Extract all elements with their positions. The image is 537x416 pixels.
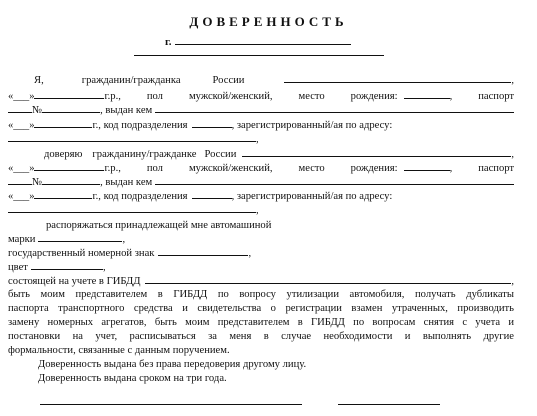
powers-line-1: быть моим представителем в ГИБДД по вопросу утилизации автомобиля, получать дубликаты	[8, 289, 514, 300]
text: место	[298, 91, 325, 102]
text: ,	[511, 75, 514, 86]
text: ,	[511, 149, 514, 160]
principal-line-4	[8, 118, 514, 133]
text: пол	[146, 163, 163, 174]
text: гражданин/гражданка	[81, 75, 181, 86]
text: , зарегистрированный/ая по адресу:	[231, 191, 393, 202]
signature-name-blank[interactable]	[40, 404, 302, 405]
no-transfer-clause: Доверенность выдана без права передоверия другому лицу.	[38, 359, 307, 370]
passport-series-blank[interactable]	[8, 175, 32, 185]
text: Я,	[34, 75, 44, 86]
principal-line-5	[8, 132, 514, 147]
birthplace-blank[interactable]	[404, 161, 450, 171]
term-clause: Доверенность выдана сроком на три года.	[38, 373, 227, 384]
text: , выдан кем	[100, 177, 153, 188]
car-intro: распоряжаться принадлежащей мне автомашиной	[46, 220, 272, 231]
powers-line-2: паспорта транспортного средства и свидетельства о регистрации взамен утраченных, производить	[8, 303, 514, 314]
powers-line-3: замену номерных агрегатов, быть моим представителем в ГИБДД по вопросам снятия с учета и	[8, 317, 514, 328]
text: ,	[248, 248, 252, 259]
birth-year-blank[interactable]	[34, 161, 104, 171]
text: г.р.,	[104, 163, 121, 174]
city-line	[165, 34, 351, 48]
text: государственный номерной знак	[8, 248, 155, 259]
dept-code-blank[interactable]	[192, 189, 232, 199]
text: место	[298, 163, 325, 174]
powers-line-5: формальности, связанные с данным поручением.	[8, 345, 230, 356]
principal-line-1	[8, 73, 514, 88]
text: ,	[256, 134, 259, 145]
text: г., код подразделения	[92, 120, 188, 131]
address-blank[interactable]	[8, 132, 256, 142]
attorney-line-5	[8, 203, 514, 218]
attorney-line-1	[8, 147, 514, 162]
issue-date-blank[interactable]	[34, 118, 92, 128]
document-title: ДОВЕРЕННОСТЬ	[189, 14, 348, 29]
city-blank[interactable]	[175, 34, 351, 45]
car-registered-line	[8, 274, 514, 289]
powers-line-4: постановки на учет, расписываться за меня в случае необходимости и выполнять другие	[8, 331, 514, 342]
text: гражданину/гражданке	[92, 149, 197, 160]
text: рождения:	[350, 91, 398, 102]
text: , выдан кем	[100, 105, 153, 116]
car-plate-line	[8, 246, 514, 261]
birthplace-blank[interactable]	[404, 89, 450, 99]
passport-number-blank[interactable]	[42, 175, 100, 185]
text: паспорт	[478, 91, 515, 102]
gibdd-office-blank[interactable]	[145, 274, 511, 284]
address-blank[interactable]	[8, 203, 256, 213]
text: России	[204, 149, 237, 160]
principal-line-3	[8, 103, 514, 118]
text: ,	[102, 262, 106, 273]
attorney-name-blank[interactable]	[242, 147, 511, 157]
text: №	[32, 177, 43, 188]
passport-series-blank[interactable]	[8, 103, 32, 113]
text: г., код подразделения	[92, 191, 188, 202]
text: России	[212, 75, 245, 86]
text: ,	[122, 234, 126, 245]
birth-year-blank[interactable]	[34, 89, 104, 99]
car-brand-blank[interactable]	[38, 232, 122, 242]
attorney-line-4	[8, 189, 514, 204]
text: «___»	[8, 120, 35, 131]
city-prefix: г.	[165, 36, 172, 48]
text: цвет	[8, 262, 28, 273]
car-color-line	[8, 260, 514, 275]
text: г.р.,	[104, 91, 121, 102]
text: рождения:	[350, 163, 398, 174]
passport-number-blank[interactable]	[42, 103, 100, 113]
dept-code-blank[interactable]	[192, 118, 232, 128]
text: №	[32, 105, 43, 116]
car-plate-blank[interactable]	[158, 246, 248, 256]
principal-line-2	[8, 89, 514, 104]
text: ,	[449, 91, 453, 102]
date-blank[interactable]	[134, 55, 384, 56]
text: пол	[146, 91, 163, 102]
text: ,	[449, 163, 453, 174]
text: доверяю	[44, 149, 83, 160]
passport-issuer-blank[interactable]	[155, 103, 514, 113]
attorney-line-2	[8, 161, 514, 176]
car-color-blank[interactable]	[31, 260, 103, 270]
text: марки	[8, 234, 36, 245]
text: паспорт	[478, 163, 515, 174]
signature-blank[interactable]	[338, 404, 440, 405]
text: мужской/женский,	[188, 163, 273, 174]
citizen-name-blank[interactable]	[284, 73, 511, 83]
text: ,	[511, 276, 514, 287]
passport-issuer-blank[interactable]	[155, 175, 514, 185]
text: ,	[256, 205, 259, 216]
text: «___»	[8, 191, 35, 202]
text: «___»	[8, 91, 35, 102]
text: состоящей на учете в ГИБДД	[8, 276, 141, 287]
text: мужской/женский,	[188, 91, 273, 102]
text: , зарегистрированный/ая по адресу:	[231, 120, 393, 131]
car-brand-line	[8, 232, 514, 247]
issue-date-blank[interactable]	[34, 189, 92, 199]
text: «___»	[8, 163, 35, 174]
attorney-line-3	[8, 175, 514, 190]
